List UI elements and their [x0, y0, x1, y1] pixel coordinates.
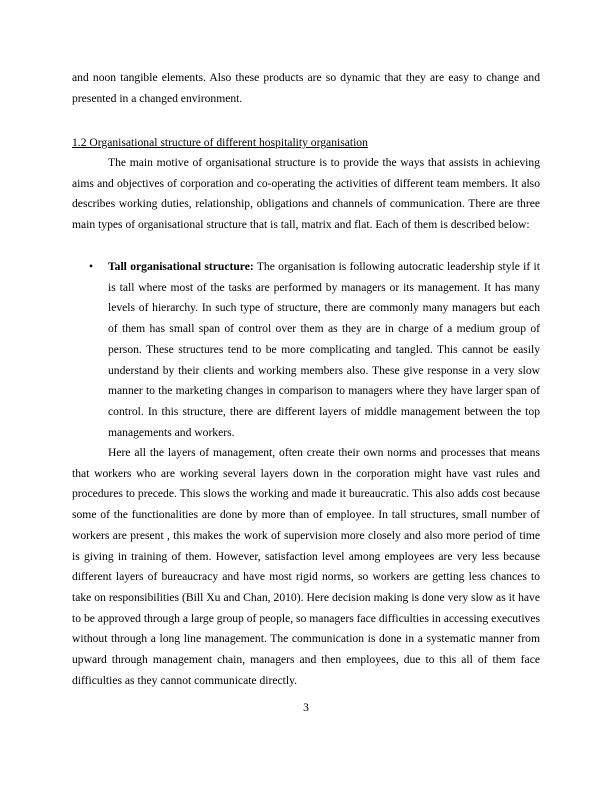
layers-paragraph: Here all the layers of management, often create their own norms and processes that means that workers who are working several layers down in the corporation might have vast rules and procedures to precede. This slows the working and made it bureaucratic. This also adds cost because some of the functionalities are done by more than of employee. In tall structures, small number of workers are present , this makes the work of supervision more closely and also more period of time is giving in training of them. However, satisfaction level among employees are very less because different layers of bureaucracy and have most rigid norms, so workers are getting less chances to take on responsibilities (Bill Xu and Chan, 2010). Here decision making is done very slow as it have to be approved through a large group of people, so managers face difficulties in accessing executives without through a long line management. The communication is done in a systematic manner from upward through management chain, managers and then employees, due to this all of them face difficulties as they cannot communicate directly. [72, 446, 540, 687]
intro-paragraph: and noon tangible elements. Also these products are so dynamic that they are easy to change and presented in a changed environment. [72, 71, 540, 105]
bullet-list-item [72, 257, 540, 443]
page-number: 3 [303, 701, 309, 714]
motive-paragraph: The main motive of organisational structure is to provide the ways that assists in achieving aims and objectives of corporation and co-operating the activities of different team members. It also describes working duties, relationship, obligations and channels of communication. There are three main types of organisational structure that is tall, matrix and flat. Each of them is described below: [72, 156, 540, 232]
section-heading: 1.2 Organisational structure of different hospitality organisation [72, 136, 368, 149]
bullet-icon: • [89, 260, 94, 273]
bullet-text: The organisation is following autocratic leadership style if it is tall where most of the tasks are performed by managers or its management. It has many levels of hierarchy. In such type of structure, there are commonly many managers but each of them has small span of control over them as they are in charge of a medium group of person. These structures tend to be more complicating and tangled. This cannot be easily understand by their clients and working members also. These give response in a very slow manner to the marketing changes in comparison to managers where they have larger span of control. In this structure, there are different layers of middle management between the top managements and workers. [108, 260, 540, 439]
bullet-title: Tall organisational structure: [108, 260, 254, 273]
bullet-body [108, 257, 540, 443]
